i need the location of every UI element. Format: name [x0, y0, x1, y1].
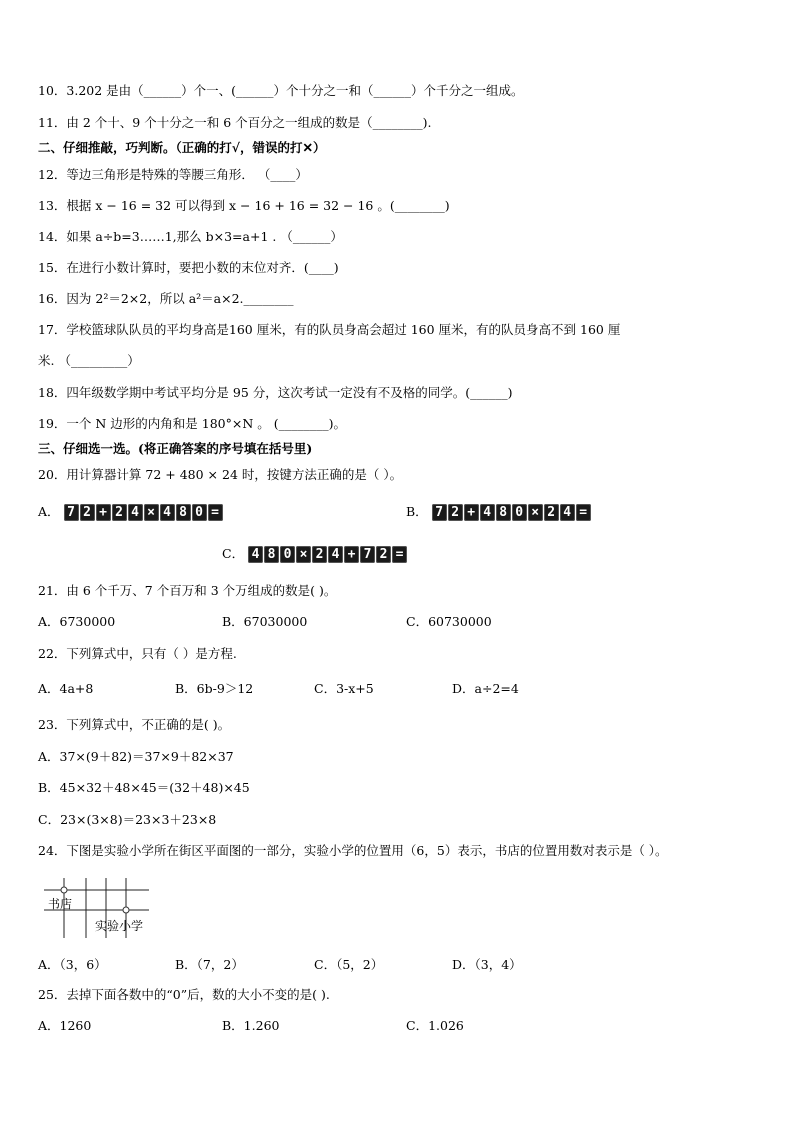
q22-option-d: D．a÷2=4 [452, 681, 519, 696]
calculator-key: = [208, 504, 223, 521]
calculator-keys-b [432, 504, 591, 521]
question-19: 19．一个 N 边形的内角和是 180°×N 。 (________)。 [38, 416, 346, 431]
calculator-keys-c [248, 546, 407, 563]
question-22: 22．下列算式中，只有（ ）是方程. [38, 646, 237, 661]
calculator-key: 8 [264, 546, 279, 563]
question-12: 12．等边三角形是特殊的等腰三角形． （____） [38, 167, 308, 182]
question-17-line1: 17．学校篮球队队员的平均身高是160 厘米，有的队员身高会超过 160 厘米，有的队员身高不到 160 厘 [38, 322, 621, 337]
section-2-heading: 二、仔细推敲，巧判断。（正确的打√，错误的打✕） [38, 140, 326, 155]
q25-option-c: C．1.026 [406, 1018, 464, 1033]
q20-option-c [222, 545, 407, 563]
q23-option-c: C．23×(3×8)＝23×3＋23×8 [38, 812, 217, 827]
option-label: A． [38, 504, 60, 519]
option-label: B． [406, 504, 428, 519]
calculator-key: × [528, 504, 543, 521]
calculator-key: + [96, 504, 111, 521]
question-15: 15．在进行小数计算时，要把小数的末位对齐．(____) [38, 260, 339, 275]
calculator-key: × [144, 504, 159, 521]
calculator-key: + [464, 504, 479, 521]
calculator-key: 7 [360, 546, 375, 563]
calculator-key: 4 [128, 504, 143, 521]
q24-option-d: D．（3，4） [452, 957, 522, 972]
question-16: 16．因为 2²＝2×2，所以 a²＝a×2.________ [38, 291, 294, 306]
calculator-key: + [344, 546, 359, 563]
calculator-key: 2 [80, 504, 95, 521]
calculator-key: 0 [192, 504, 207, 521]
q21-option-c: C．60730000 [406, 614, 492, 629]
bookstore-point [61, 887, 67, 893]
q23-option-a: A．37×(9＋82)＝37×9＋82×37 [38, 749, 234, 764]
q21-option-a: A．6730000 [38, 614, 116, 629]
calculator-key: = [392, 546, 407, 563]
street-map-figure [44, 878, 164, 940]
calculator-key: 7 [432, 504, 447, 521]
calculator-key: 2 [448, 504, 463, 521]
q22-option-c: C．3-x+5 [314, 681, 374, 696]
question-23: 23．下列算式中，不正确的是( )。 [38, 717, 231, 732]
q22-option-b: B．6b-9＞12 [175, 681, 254, 696]
q25-option-a: A．1260 [38, 1018, 92, 1033]
calculator-key: 4 [328, 546, 343, 563]
calculator-key: 8 [496, 504, 511, 521]
calculator-key: 7 [64, 504, 79, 521]
q24-option-b: B．（7，2） [175, 957, 244, 972]
bookstore-label: 书店 [48, 897, 73, 911]
calculator-key: 2 [544, 504, 559, 521]
q21-option-b: B．67030000 [222, 614, 308, 629]
calculator-key: × [296, 546, 311, 563]
q24-option-a: A．（3，6） [38, 957, 107, 972]
calculator-key: 2 [312, 546, 327, 563]
calculator-key: 2 [112, 504, 127, 521]
q24-option-c: C．（5，2） [314, 957, 384, 972]
question-25: 25．去掉下面各数中的“0”后，数的大小不变的是( ). [38, 987, 330, 1002]
calculator-key: 4 [480, 504, 495, 521]
question-17-line2: 米. （_________） [38, 353, 140, 368]
calculator-key: 4 [560, 504, 575, 521]
calculator-key: 0 [512, 504, 527, 521]
question-21: 21．由 6 个千万、7 个百万和 3 个万组成的数是( )。 [38, 583, 337, 598]
calculator-key: = [576, 504, 591, 521]
question-14: 14．如果 a÷b=3……1,那么 b×3=a+1 . （______） [38, 229, 343, 244]
question-11: 11．由 2 个十、9 个十分之一和 6 个百分之一组成的数是（________). [38, 115, 432, 130]
option-label: C． [222, 546, 245, 561]
calculator-key: 2 [376, 546, 391, 563]
q25-option-b: B．1.260 [222, 1018, 280, 1033]
school-label: 实验小学 [95, 919, 144, 933]
calculator-keys-a [64, 504, 223, 521]
calculator-key: 4 [248, 546, 263, 563]
question-13: 13．根据 x − 16 = 32 可以得到 x − 16 + 16 = 32 − 16 。(________) [38, 198, 450, 213]
question-24: 24．下图是实验小学所在街区平面图的一部分，实验小学的位置用（6，5）表示，书店的位置用数对表示是（ ）。 [38, 843, 668, 858]
calculator-key: 0 [280, 546, 295, 563]
calculator-key: 8 [176, 504, 191, 521]
school-point [123, 907, 129, 913]
q23-option-b: B．45×32＋48×45＝(32＋48)×45 [38, 780, 250, 795]
section-3-heading: 三、仔细选一选。(将正确答案的序号填在括号里) [38, 441, 313, 456]
q20-option-b [406, 503, 591, 521]
q22-option-a: A．4a+8 [38, 681, 94, 696]
q20-option-a [38, 503, 223, 521]
question-10: 10．3.202 是由（______）个一、(______）个十分之一和（______）个千分之一组成。 [38, 83, 524, 98]
question-20: 20．用计算器计算 72 + 480 × 24 时，按键方法正确的是（ ）。 [38, 467, 403, 482]
calculator-key: 4 [160, 504, 175, 521]
question-18: 18．四年级数学期中考试平均分是 95 分，这次考试一定没有不及格的同学。(______) [38, 385, 513, 400]
